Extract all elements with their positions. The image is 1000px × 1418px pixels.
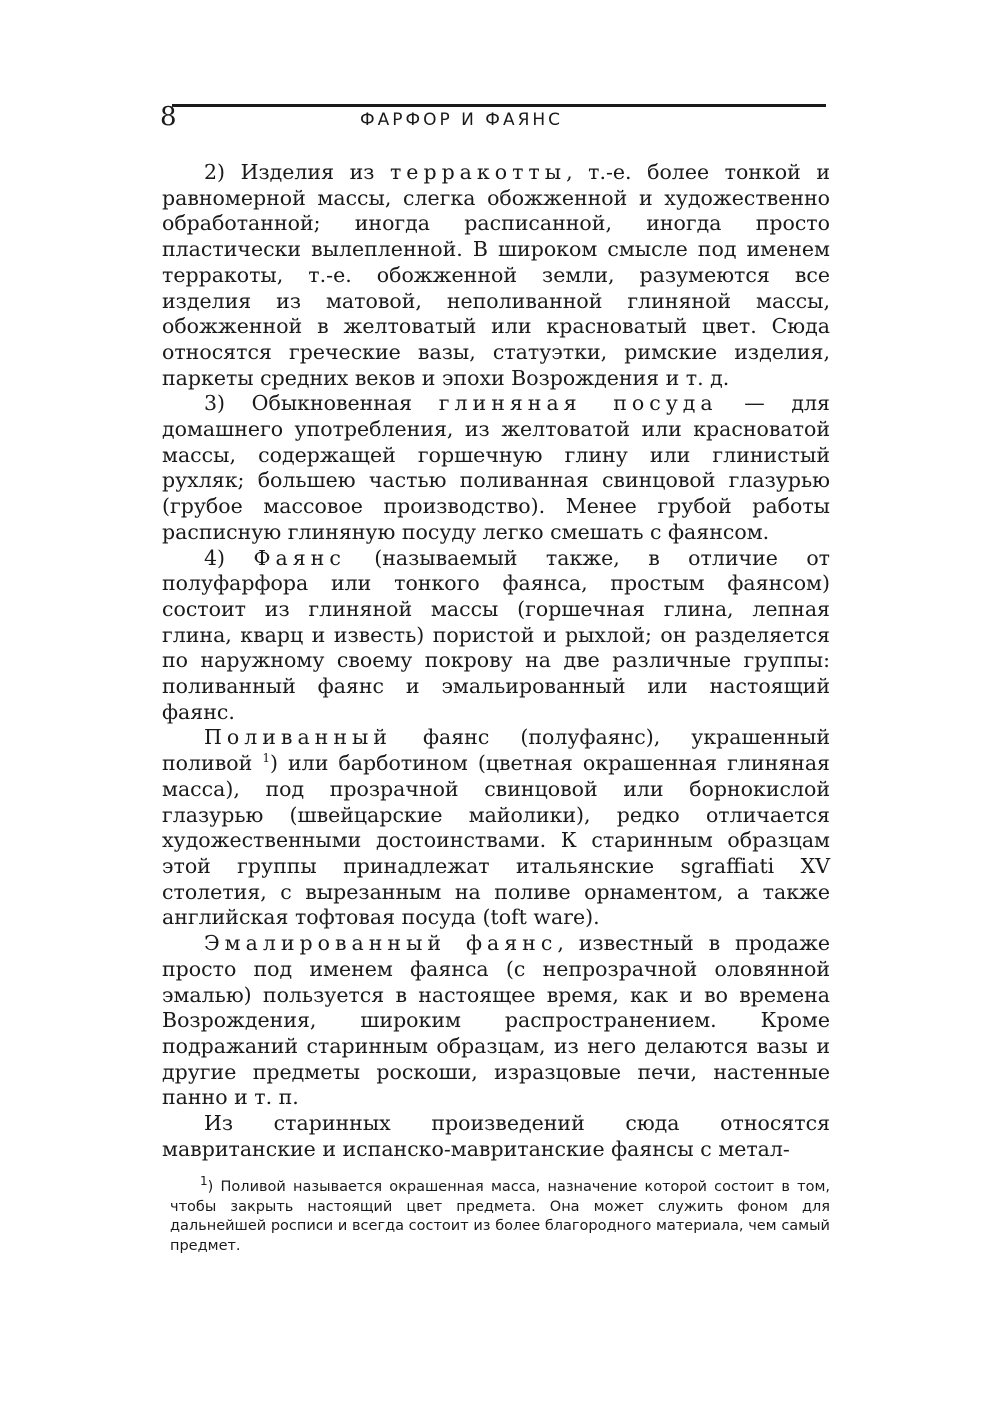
footnote-text: ) Поливой называется окрашенная масса, назначение которой состоит в том, чтобы закрыть настоящий цвет предмета. Она может служить фоном для дальнейшей росписи и всегда состоит из более благородного материала, чем самый предмет. <box>170 1179 830 1254</box>
footnote <box>170 1174 830 1256</box>
paragraph-lead: 3) Обыкновенная <box>204 391 439 416</box>
paragraph-body: Из старинных произведений сюда относятся мавританские и испанско-мавританские фаянсы с метал- <box>162 1111 830 1161</box>
paragraph-lead: 4) <box>204 545 254 570</box>
running-title: ФАРФОР И ФАЯНС <box>360 110 564 130</box>
paragraph-lead: 2) Изделия из <box>204 160 390 184</box>
header-rule <box>172 104 826 107</box>
paragraph-body: , известный в продаже просто под именем фаянса (с непрозрачной оловянной эмалью) пользуется в настоящее время, как и во времена Возрождения, широким распространением. Кроме подражаний старинным образцам, из него делаются вазы и другие предметы роскоши, изразцовые печи, настенные панно и т. п. <box>162 931 830 1110</box>
paragraph-clay-pottery <box>162 391 830 545</box>
paragraph-faience <box>162 546 830 726</box>
paragraph-old-works <box>162 1111 830 1162</box>
paragraph-body: (называемый также, в отличие от полуфарфора или тонкого фаянса, простым фаянсом) состоит из глиняной массы (горшечная глина, лепная глина, кварц и известь) пористой и рыхлой; он разделяется по наружному своему покрову на две различные группы: поливанный фаянс и эмальированный или настоящий фаянс. <box>162 545 831 724</box>
paragraph-body: фаянс (полуфаянс), украшенный поливой <box>162 725 830 776</box>
term-enamelled: Эмалированный фаянс <box>204 931 558 956</box>
paragraph-body: , т.-е. более тонкой и равномерной массы, слегка обожженной и художественно обработанной; иногда расписанной, иногда просто пластически вылепленной. В широком смысле под именем терракоты, т.-е. обожженной земли, разумеются все изделия из матовой, неполиванной глиняной массы, обожженной в желтоватый или красноватый цвет. Сюда относятся греческие вазы, статуэтки, римские изделия, паркеты средних веков и эпохи Возрождения и т. д. <box>162 160 830 390</box>
term-clay-pottery: глиняная посуда <box>438 391 718 416</box>
paragraph-glazed-faience <box>162 725 830 931</box>
paragraph-terracotta <box>162 160 830 391</box>
page-number: 8 <box>160 102 177 132</box>
term-terracotta: терракотты <box>389 160 567 184</box>
main-text <box>162 160 830 1162</box>
paragraph-body-continued: ) или барботином (цветная окрашенная глиняная масса), под прозрачной свинцовой или борнокислой глазурью (швейцарские майолики), редко отличается художественными достоинствами. К старинным образцам этой группы принадлежат итальянские sgraffiati XV столетия, с вырезанным на поливе орнаментом, а также английская тофтовая посуда (toft ware). <box>162 751 830 930</box>
paragraph-body: — для домашнего употребления, из желтоватой или красноватой массы, содержащей горшечную глину или глинистый рухляк; большею частью поливанная свинцовой глазурью (грубое массовое производство). Менее грубой работы расписную глиняную посуду легко смешать с фаянсом. <box>162 391 830 544</box>
footnote-marker: 1 <box>200 1174 208 1189</box>
paragraph-enamelled-faience <box>162 931 830 1111</box>
term-glazed: Поливанный <box>204 725 392 750</box>
term-faience: Фаянс <box>253 545 346 570</box>
footnote-reference: 1 <box>262 751 270 766</box>
